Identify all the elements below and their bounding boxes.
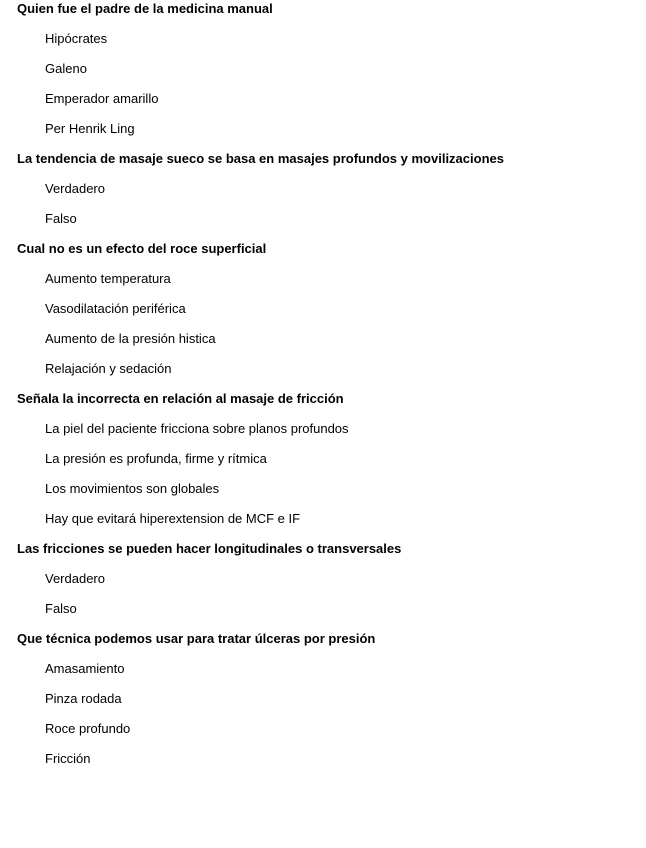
answer-option[interactable]: Falso [45, 601, 77, 616]
answer-option[interactable]: La piel del paciente fricciona sobre planos profundos [45, 421, 349, 436]
answer-option[interactable]: Verdadero [45, 571, 105, 586]
answer-option[interactable]: Hipócrates [45, 31, 108, 46]
quiz-list [17, 0, 637, 780]
question-title: La tendencia de masaje sueco se basa en masajes profundos y movilizaciones [17, 151, 504, 166]
question-title: Señala la incorrecta en relación al masaje de fricción [17, 391, 344, 406]
answer-option[interactable]: Roce profundo [45, 721, 131, 736]
answer-option[interactable]: La presión es profunda, firme y rítmica [45, 451, 267, 466]
answer-option[interactable]: Falso [45, 211, 77, 226]
answer-option[interactable]: Per Henrik Ling [45, 121, 135, 136]
answer-option[interactable]: Aumento temperatura [45, 271, 171, 286]
answer-option[interactable]: Verdadero [45, 181, 105, 196]
question-title: Quien fue el padre de la medicina manual [17, 1, 273, 16]
answer-option[interactable]: Pinza rodada [45, 691, 122, 706]
answer-option[interactable]: Fricción [45, 751, 91, 766]
answer-option[interactable]: Los movimientos son globales [45, 481, 220, 496]
answer-option[interactable]: Galeno [45, 61, 87, 76]
question-title: Que técnica podemos usar para tratar úlceras por presión [17, 631, 376, 646]
answer-option[interactable]: Amasamiento [45, 661, 125, 676]
answer-option[interactable]: Vasodilatación periférica [45, 301, 186, 316]
answer-option[interactable]: Hay que evitará hiperextension de MCF e IF [45, 511, 301, 526]
question-title: Cual no es un efecto del roce superficial [17, 241, 267, 256]
answer-option[interactable]: Emperador amarillo [45, 91, 159, 106]
answer-option[interactable]: Aumento de la presión histica [45, 331, 216, 346]
answer-option[interactable]: Relajación y sedación [45, 361, 172, 376]
question-title: Las fricciones se pueden hacer longitudinales o transversales [17, 541, 402, 556]
